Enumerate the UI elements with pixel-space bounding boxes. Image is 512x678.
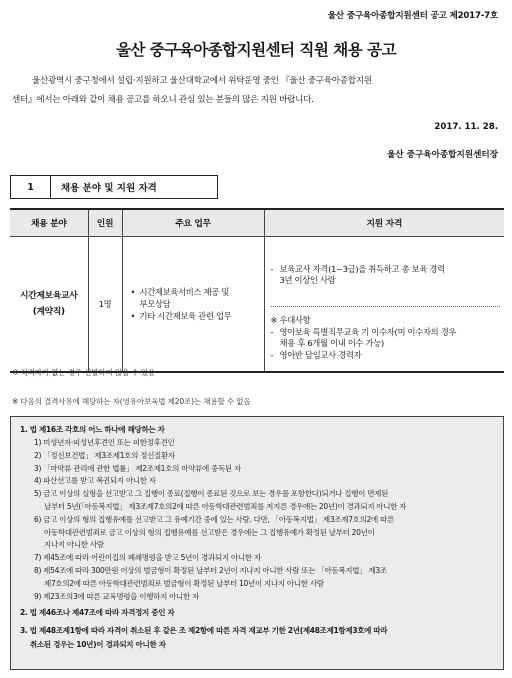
document-number: 울산 중구육아종합지원센터 공고 제2017-7호 [327, 11, 498, 21]
note-disqualification: ※ 다음의 결격사유에 해당하는 자(영유아보육법 제20조)는 채용할 수 없음 [12, 397, 251, 406]
header-count: 인원 [88, 209, 122, 236]
job-table [10, 208, 504, 373]
job-field-type: (계약직) [32, 306, 65, 317]
job-field-name: 시간제보육교사 [20, 290, 78, 301]
disqualification-item: 5) 금고 이상의 실형을 선고받고 그 집행이 종료(집행이 종료된 것으로 보는 경우를 포함한다)되거나 집행이 면제된 [34, 489, 389, 499]
disqualification-items [20, 437, 495, 603]
disqualification-item: 6) 금고 이상의 형의 집행유예를 선고받고 그 유예기간 중에 있는 사람. 다만, 「아동복지법」 제3조제7호의2에 따른 [34, 514, 394, 524]
duty-text: 부모상담 [139, 298, 171, 309]
table-header-row [10, 209, 504, 236]
intro-line: 센터』에서는 아래와 같이 채용 공고를 하오니 관심 있는 분들의 많은 지원 바랍니다. [12, 95, 314, 105]
job-field-cell [10, 236, 88, 372]
disqualification-item: 1) 미성년자·피성년후견인 또는 피한정후견인 [34, 438, 175, 447]
intro-paragraph [12, 72, 500, 110]
preferred-item [271, 327, 501, 350]
intro-line: 울산광역시 중구청에서 설립·지원하고 울산대학교에서 위탁운영 중인 『울산 중구육아종합지원 [32, 76, 372, 86]
disqualification-category-3: 3. 법 제48조제1항에 따라 자격이 취소된 후 같은 조 제2항에 따른 자격 재교부 기한 2년(제48조제1항제3호에 따라 [20, 626, 388, 636]
announcement-date: 2017. 11. 28. [434, 122, 498, 132]
job-qualifications-cell [264, 236, 504, 372]
duty-item [131, 286, 258, 310]
preferred-text: 채용 후 6개월 이내 이수 가능) [279, 338, 384, 348]
disqualification-item: 9) 제23조의3에 따른 교육명령을 이행하지 아니한 자 [34, 591, 199, 601]
qualification-text: 보육교사 자격(1~3급)을 취득하고 총 보육 경력 [279, 263, 445, 274]
disqualification-item: 날부터 5년(「아동복지법」 제3조제7호의2에 따른 아동학대관련범죄를 저지른 경우에는 20년)이 경과되지 아니한 자 [44, 501, 407, 511]
duty-item: • 기타 시간제보육 관련 업무 [131, 310, 258, 322]
disqualification-box [10, 416, 504, 670]
disqualification-category-1: 1. 법 제16조 각호의 어느 하나에 해당하는 자 [20, 425, 165, 434]
header-duties: 주요 업무 [122, 209, 264, 236]
job-count-cell: 1명 [88, 236, 122, 372]
section-1-header [10, 175, 218, 199]
issuing-organization: 울산 중구육아종합지원센터장 [387, 150, 498, 160]
disqualification-item: 3) 「마약류 관리에 관한 법률」 제2조제1호의 마약류에 중독된 자 [34, 463, 241, 473]
section-title: 채용 분야 및 지원 자격 [61, 183, 157, 194]
disqualification-item: 2) 「정신보건법」 제3조제1호의 정신질환자 [34, 450, 175, 460]
preferred-item: - 영아반 담임교사 경력자 [271, 350, 501, 362]
qualification-text: 3년 이상인 사람 [279, 275, 336, 285]
document-title: 울산 중구육아종합지원센터 직원 채용 공고 [115, 41, 397, 59]
table-row [10, 236, 504, 372]
preferred-title: ※ 우대사항 [270, 314, 311, 325]
disqualification-item: 4) 파산선고를 받고 복권되지 아니한 자 [34, 476, 156, 486]
disqualification-category-2: 2. 법 제46조나 제47조에 따라 자격정지 중인 자 [20, 608, 175, 618]
header-field: 채용 분야 [10, 209, 88, 236]
header-qualifications: 지원 자격 [264, 209, 504, 236]
preferred-qualifications [271, 307, 501, 372]
disqualification-item: 제7호의2에 따른 아동학대관련범죄로 벌금형이 확정된 날부터 10년이 지나지 아니한 사람 [44, 578, 324, 588]
required-qualifications [271, 237, 501, 307]
disqualification-item: 7) 제45조에 따라 어린이집의 폐쇄명령을 받고 5년이 경과되지 아니한 자 [34, 553, 261, 563]
note-no-qualified-applicant: ※ 적격자가 없는 경우 선발하지 않을 수 있음 [12, 368, 155, 377]
disqualification-item: 아동학대관련범죄로 금고 이상의 형의 집행유예를 선고받은 경우에는 그 집행유예가 확정된 날부터 20년이 [44, 527, 375, 537]
duty-text: 시간제보육서비스 제공 및 [139, 286, 230, 297]
disqualification-item: 지나지 아니한 사람 [44, 540, 104, 550]
disqualification-category-3-cont: 취소된 경우는 10년)이 경과되지 아니한 자 [30, 640, 166, 650]
section-number: 1 [11, 176, 51, 198]
disqualification-item: 8) 제54조에 따라 300만원 이상의 벌금형이 확정된 날부터 2년이 지나지 아니한 사람 또는 「아동복지법」 제3조 [34, 565, 387, 575]
qualification-item [271, 264, 501, 287]
preferred-text: 영아보육 특별직무교육 기 이수자(미 이수자의 경우 [279, 326, 457, 337]
job-duties-cell [122, 236, 264, 372]
